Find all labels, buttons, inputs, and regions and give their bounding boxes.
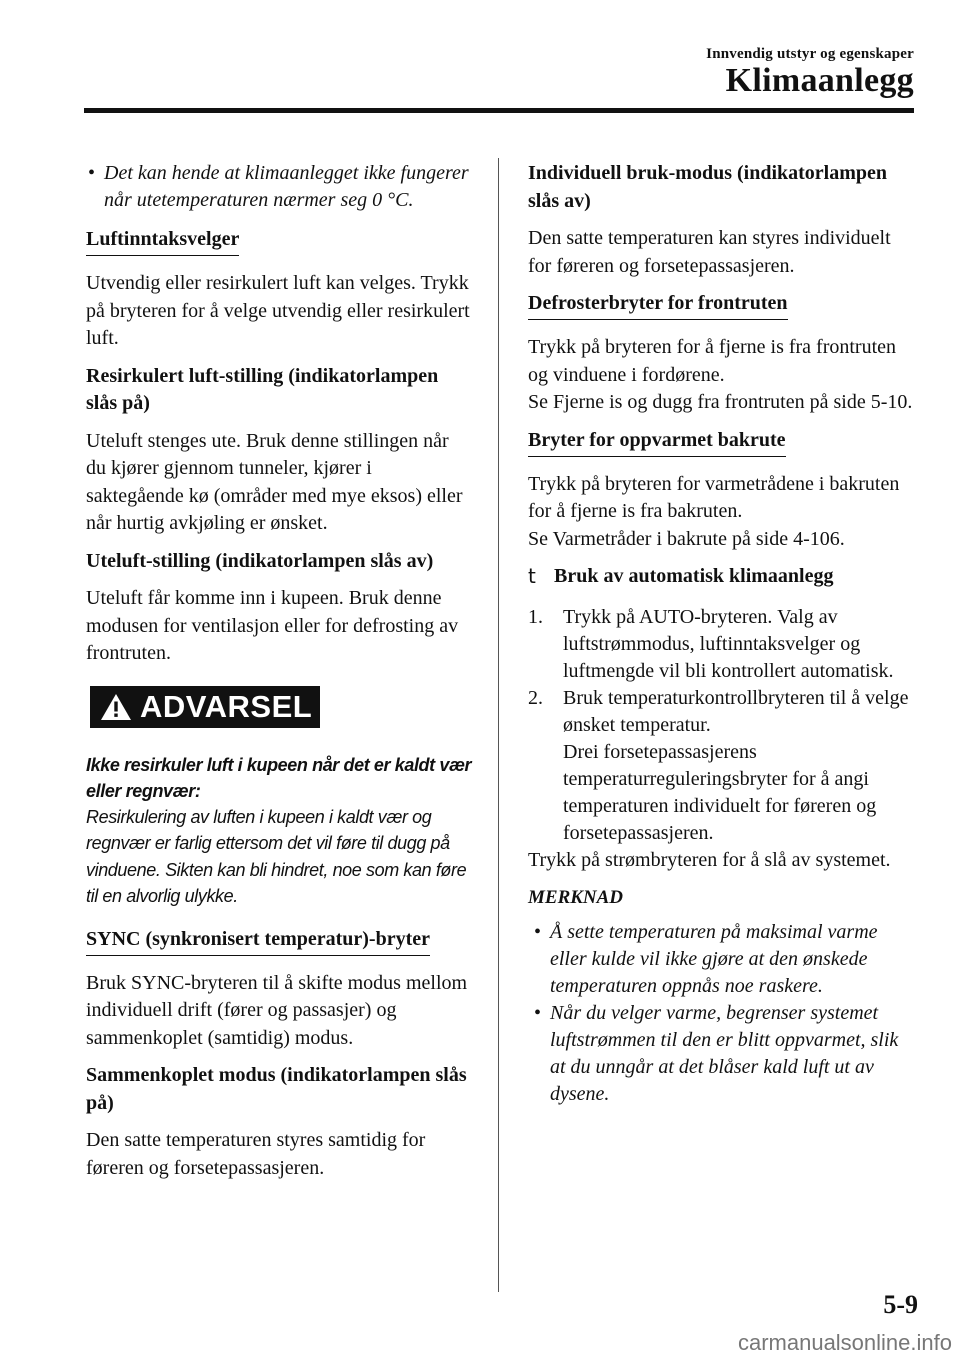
note-heading: MERKNAD xyxy=(528,886,624,908)
step-list xyxy=(528,604,918,847)
right-column xyxy=(528,160,918,1108)
section-marker-icon: t xyxy=(528,564,536,588)
air-intake-text: Utvendig eller resirkulert luft kan velges. Trykk på bryteren for å velge utvendig eller resirkulert luft. xyxy=(86,272,470,349)
bullet-dot-icon: • xyxy=(88,162,96,184)
bullet-dot-icon: • xyxy=(534,1001,542,1024)
bullet-note xyxy=(86,160,472,214)
step-item xyxy=(528,604,918,685)
step-number: 1. xyxy=(528,606,543,628)
warning-label: ADVARSEL xyxy=(140,688,313,724)
subheading-outside: Uteluft-stilling (indikatorlampen slås av) xyxy=(86,549,434,572)
warning-box xyxy=(90,686,320,728)
note-text: Når du velger varme, begrenser systemet luftstrømmen til den er blitt oppvarmet, slik at du unngår at det blåser kald luft ut av dysene. xyxy=(550,1001,899,1105)
warning-title: Ikke resirkuler luft i kupeen når det er kaldt vær eller regnvær: xyxy=(86,754,472,801)
warning-body: Resirkulering av luften i kupeen i kaldt vær og regnvær er farlig ettersom det vil føre til dugg på vinduene. Sikten kan bli hindret, noe som kan føre til en alvorlig ulykke. xyxy=(86,806,467,906)
subheading-recirc: Resirkulert luft-stilling (indikatorlampen slås på) xyxy=(86,364,439,414)
subheading-individual: Individuell bruk-modus (indikatorlampen slås av) xyxy=(528,162,887,212)
recirc-text: Uteluft stenges ute. Bruk denne stillingen når du kjører gjennom tunneler, kjører i saktegående kø (områder med mye eksos) eller når hurtig avkjøling er ønsket. xyxy=(86,429,463,534)
defroster-text-1: Trykk på bryteren for å fjerne is fra frontruten og vinduene i fordørene. xyxy=(528,336,897,386)
outside-text: Uteluft får komme inn i kupeen. Bruk denne modusen for ventilasjon eller for defrosting av frontruten. xyxy=(86,587,459,664)
step-item xyxy=(528,685,918,847)
step-extra-text: Drei forsetepassasjerens temperaturreguleringsbryter for å angi temperaturen individuelt for føreren og forsetepassasjeren. xyxy=(563,741,877,844)
section-heading-rear-window: Bryter for oppvarmet bakrute xyxy=(528,427,786,457)
warning-triangle-icon xyxy=(100,693,132,721)
note-list xyxy=(528,919,918,1108)
step-text: Bruk temperaturkontrollbryteren til å velge ønsket temperatur. xyxy=(563,687,909,736)
section-heading-defroster: Defrosterbryter for frontruten xyxy=(528,290,788,320)
header-title: Klimaanlegg xyxy=(725,62,914,99)
power-off-text: Trykk på strømbryteren for å slå av systemet. xyxy=(528,849,891,871)
bullet-dot-icon: • xyxy=(534,920,542,943)
watermark: carmanualsonline.info xyxy=(737,1330,952,1355)
header-subtitle: Innvendig utstyr og egenskaper xyxy=(706,46,914,62)
section-heading-sync: SYNC (synkronisert temperatur)-bryter xyxy=(86,926,430,956)
sync-text: Bruk SYNC-bryteren til å skifte modus mellom individuell drift (fører og passasjer) og sammenkoplet (samtidig) modus. xyxy=(86,971,468,1049)
left-column xyxy=(86,160,472,1192)
note-item xyxy=(532,1000,918,1108)
individual-text: Den satte temperaturen kan styres individuelt for føreren og forsetepassasjeren. xyxy=(528,227,891,277)
bullet-text: Det kan hende at klimaanlegget ikke fungerer når utetemperaturen nærmer seg 0 °C. xyxy=(104,162,469,211)
heading-auto-text: Bruk av automatisk klimaanlegg xyxy=(554,565,834,587)
step-number: 2. xyxy=(528,687,543,709)
rear-text-1: Trykk på bryteren for varmetrådene i bakruten for å fjerne is fra bakruten. xyxy=(528,472,900,522)
defroster-text-2: Se Fjerne is og dugg fra frontruten på side 5-10. xyxy=(528,391,913,413)
column-divider xyxy=(498,158,499,1292)
heading-auto-climate xyxy=(528,563,918,590)
page-number: 5-9 xyxy=(883,1290,918,1319)
subheading-linked: Sammenkoplet modus (indikatorlampen slås på) xyxy=(86,1064,467,1114)
header-rule xyxy=(84,108,914,113)
rear-text-2: Se Varmetråder i bakrute på side 4-106. xyxy=(528,527,845,550)
section-heading-air-intake: Luftinntaksvelger xyxy=(86,226,239,256)
note-item xyxy=(532,919,918,1000)
linked-text: Den satte temperaturen styres samtidig for føreren og forsetepassasjeren. xyxy=(86,1129,426,1179)
step-text: Trykk på AUTO-bryteren. Valg av luftstrømmodus, luftinntaksvelger og luftmengde vil bli kontrollert automatisk. xyxy=(563,606,894,682)
note-text: Å sette temperaturen på maksimal varme eller kulde vil ikke gjøre at den ønskede temperaturen oppnås noe raskere. xyxy=(550,920,878,997)
